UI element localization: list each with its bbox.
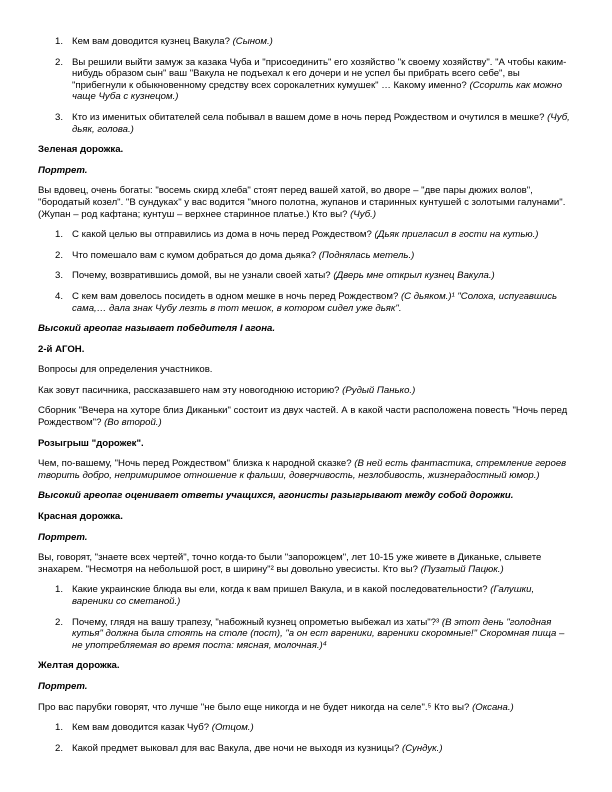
list-number: 3. xyxy=(55,270,64,282)
red-question-list xyxy=(38,584,576,651)
areopag-note-2: Высокий ареопаг оценивает ответы учащихся, агонисты разыгрывают между собой дорожки. xyxy=(38,490,514,502)
question xyxy=(72,291,576,314)
agon2-intro: Вопросы для определения участников. xyxy=(38,364,213,376)
list-item xyxy=(38,617,576,652)
green-portrait-paragraph xyxy=(38,185,576,220)
green-question-list xyxy=(38,229,576,314)
question-text: С какой целью вы отправились из дома в ночь перед Рождеством? xyxy=(72,229,375,241)
answer-text: (Дверь мне открыл кузнец Вакула.) xyxy=(333,270,495,282)
list-item xyxy=(38,57,576,103)
question-text: Какой предмет выковал для вас Вакула, две ночи не выходя из кузницы? xyxy=(72,742,403,754)
list-item xyxy=(38,36,576,48)
agon2-question-2 xyxy=(38,405,576,428)
question xyxy=(72,36,576,48)
question xyxy=(72,270,576,282)
list-number: 1. xyxy=(55,722,64,734)
list-number: 3. xyxy=(55,111,64,123)
answer-text: (Чуб, дьяк, голова.) xyxy=(72,111,570,135)
answer-text: (Сундук.) xyxy=(402,742,443,754)
list-item xyxy=(38,722,576,734)
list-item xyxy=(38,291,576,314)
question-text: Сборник "Вечера на хуторе близ Диканьки" состоит из двух частей. А в какой части расположена повесть "Ночь перед Рождеством"? xyxy=(38,405,568,429)
question xyxy=(72,722,576,734)
list-number: 4. xyxy=(55,290,64,302)
list-item xyxy=(38,743,576,755)
list-number: 2. xyxy=(55,249,64,261)
areopag-note-1: Высокий ареопаг называет победителя I агона. xyxy=(38,323,276,335)
list-number: 1. xyxy=(55,584,64,596)
agon2-question-1 xyxy=(38,385,576,397)
question-text: Как зовут пасичника, рассказавшего нам эту новогоднюю историю? xyxy=(38,384,343,396)
red-portrait-heading: Портрет. xyxy=(38,531,88,543)
answer-text: (Рудый Панько.) xyxy=(342,384,416,396)
yellow-question-list xyxy=(38,722,576,754)
answer-text: (Чуб.) xyxy=(350,208,377,220)
answer-text: (Во второй.) xyxy=(104,417,162,429)
answer-text: (В этот день "голодная кутья" должна была стоять на столе (пост), "а он ест вареники, вареники скоромные!" Скоромная пища – не употребляемая во время поста: мясная, молочная.)⁴ xyxy=(72,616,565,651)
answer-text: (Поднялась метель.) xyxy=(318,249,415,261)
portrait-text: Вы вдовец, очень богаты: "восемь скирд хлеба" стоят перед вашей хатой, во дворе – "две пары дюжих волов", "бородатый козел". "В сундуках" у вас водится "много полотна, жупанов и старинных кунтушей с золотыми галунами". (Жупан – род кафтана; кунтуш – верхнее старинное платье.) Кто вы? xyxy=(38,185,566,220)
question-text: Кем вам доводится кузнец Вакула? xyxy=(72,36,233,47)
list-number: 2. xyxy=(55,56,64,68)
agon2-heading: 2-й АГОН. xyxy=(38,343,85,355)
opening-question-list xyxy=(38,36,576,135)
portrait-text: Про вас парубки говорят, что лучше "не было еще никогда и не будет никогда на селе".⁵ Кто вы? xyxy=(38,701,473,713)
question-text: Чем, по-вашему, "Ночь перед Рождеством" близка к народной сказке? xyxy=(38,458,355,470)
answer-text: (Ссорить как можно чаще Чуба с кузнецом.) xyxy=(72,79,563,103)
list-number: 2. xyxy=(55,616,64,628)
list-item xyxy=(38,112,576,135)
question xyxy=(72,617,576,652)
draw-heading: Розыгрыш "дорожек". xyxy=(38,437,144,449)
answer-text: (Отцом.) xyxy=(211,722,254,734)
green-portrait-heading: Портрет. xyxy=(38,164,88,176)
question xyxy=(72,112,576,135)
list-number: 2. xyxy=(55,742,64,754)
red-track-heading: Красная дорожка. xyxy=(38,511,123,523)
list-item xyxy=(38,250,576,262)
question-text: Вы решили выйти замуж за казака Чуба и "присоединить" его хозяйство "к своему хозяйству". "А чтобы каким-нибудь образом сын" ваш "Вакула не подъехал к его дочери и не успел бы прибрать всего себе", вы "прибегнули к обыкновенному средству всех сорокалетних кумушек" … Какому именно? xyxy=(72,56,567,91)
question-text: Почему, возвратившись домой, вы не узнали своей хаты? xyxy=(72,270,334,282)
list-number: 1. xyxy=(55,229,64,241)
question-text: Какие украинские блюда вы ели, когда к вам пришел Вакула, и в какой последовательности? xyxy=(72,584,491,596)
question-text: Кто из именитых обитателей села побывал в вашем доме в ночь перед Рождеством и очутился в мешке? xyxy=(72,111,548,123)
answer-text: (Галушки, вареники со сметаной.) xyxy=(72,584,535,607)
green-track-heading: Зеленая дорожка. xyxy=(38,144,124,156)
yellow-track-heading: Желтая дорожка. xyxy=(38,660,120,672)
question xyxy=(72,57,576,103)
draw-question xyxy=(38,458,576,481)
portrait-text: Вы, говорят, "знаете всех чертей", точно когда-то были "запорожцем", лет 10-15 уже живете в Диканьке, слывете знахарем. "Несмотря на небольшой рост, в ширину"² вы довольно увесисты. Кто вы? xyxy=(38,552,542,575)
list-number: 1. xyxy=(55,36,64,47)
answer-text: (Пузатый Пацюк.) xyxy=(420,563,504,575)
question xyxy=(72,229,576,241)
question-text: Что помешало вам с кумом добраться до дома дьяка? xyxy=(72,249,319,261)
answer-text: (С дьяком.)¹ "Солоха, испугавшись сама,… дала знак Чубу лезть в тот мешок, в котором сидел уже дьяк". xyxy=(72,290,558,314)
question xyxy=(72,250,576,262)
answer-text: (В ней есть фантастика, стремление героев творить добро, непримиримое отношение к фальши, доверчивость, незлобивость, жизнерадостный юмор.) xyxy=(38,458,567,481)
question xyxy=(72,584,576,607)
answer-text: (Оксана.) xyxy=(472,701,514,713)
yellow-portrait-heading: Портрет. xyxy=(38,680,88,692)
yellow-portrait-paragraph xyxy=(38,702,576,714)
list-item xyxy=(38,270,576,282)
list-item xyxy=(38,229,576,241)
red-portrait-paragraph xyxy=(38,552,576,575)
answer-text: (Дьяк пригласил в гости на кутью.) xyxy=(374,229,539,241)
list-item xyxy=(38,584,576,607)
answer-text: (Сыном.) xyxy=(232,36,273,47)
question-text: Кем вам доводится казак Чуб? xyxy=(72,722,212,734)
question-text: Почему, глядя на вашу трапезу, "набожный кузнец опрометью выбежал из хаты"?³ xyxy=(72,616,442,628)
question-text: С кем вам довелось посидеть в одном мешке в ночь перед Рождеством? xyxy=(72,290,401,302)
question xyxy=(72,743,576,755)
